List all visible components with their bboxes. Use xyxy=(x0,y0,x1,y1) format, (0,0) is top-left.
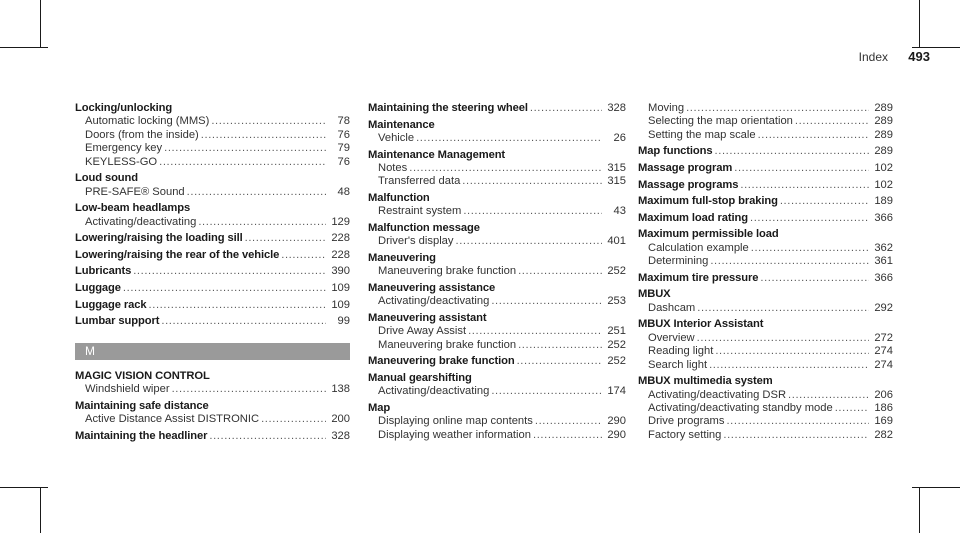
entry-heading-text: MAGIC VISION CONTROL xyxy=(75,369,210,382)
page-ref: 366 xyxy=(874,211,893,224)
page-ref: 252 xyxy=(607,265,626,278)
sub-entry-text: Automatic locking (MMS) xyxy=(85,115,210,128)
index-entry xyxy=(368,222,626,249)
page-ref: 272 xyxy=(874,331,893,344)
page-ref: 252 xyxy=(607,355,626,368)
entry-heading-text: Luggage xyxy=(75,282,121,294)
entry-heading[interactable] xyxy=(75,172,350,185)
sub-entry-text: Doors (from the inside) xyxy=(85,128,199,141)
entry-heading-text: Lumbar support xyxy=(75,315,160,328)
page-ref: 76 xyxy=(337,155,350,168)
entry-heading[interactable] xyxy=(638,318,893,331)
sub-entry-text: Activating/deactivating xyxy=(378,385,490,398)
page-ref: 290 xyxy=(607,428,626,441)
page-ref: 102 xyxy=(874,178,893,191)
page-ref: 48 xyxy=(337,185,350,198)
entry-heading[interactable] xyxy=(368,102,626,115)
dot-leader xyxy=(715,145,869,158)
sub-entry-text: Overview xyxy=(648,331,695,344)
dot-leader xyxy=(530,102,602,115)
sub-entry[interactable] xyxy=(638,359,893,372)
entry-heading-text: Locking/unlocking xyxy=(75,102,173,114)
dot-leader xyxy=(740,179,869,192)
index-entry xyxy=(368,252,626,279)
index-column-1 xyxy=(75,102,350,443)
page-ref: 102 xyxy=(874,162,893,174)
crop-mark xyxy=(919,487,920,533)
entry-heading[interactable] xyxy=(368,372,626,385)
page-ref: 228 xyxy=(331,232,350,245)
entry-heading-text: MBUX xyxy=(638,288,671,301)
crop-mark xyxy=(912,487,960,488)
sub-entry-text: Dashcam xyxy=(648,301,696,314)
entry-heading-text: Maneuvering assistant xyxy=(368,312,487,324)
page-ref: 138 xyxy=(331,383,350,395)
entry-heading[interactable] xyxy=(368,312,626,325)
sub-entry[interactable] xyxy=(638,115,893,128)
sub-entry-text: Selecting the map orientation xyxy=(648,115,793,128)
sub-entry[interactable] xyxy=(368,339,626,352)
entry-heading-text: Low-beam headlamps xyxy=(75,202,191,215)
index-entry xyxy=(368,192,626,219)
index-entry xyxy=(638,145,893,158)
page-ref: 79 xyxy=(337,142,350,155)
page-ref: 251 xyxy=(607,325,626,338)
index-entry xyxy=(75,249,350,262)
entry-heading-text: Lowering/raising the rear of the vehicle xyxy=(75,248,280,261)
crop-mark xyxy=(919,0,920,48)
entry-heading-text: Maintenance Management xyxy=(368,148,506,161)
entry-heading[interactable] xyxy=(368,119,626,132)
sub-entry-text: Notes xyxy=(378,162,408,174)
crop-mark xyxy=(0,487,48,488)
dot-leader xyxy=(751,242,869,255)
page-ref: 129 xyxy=(331,215,350,228)
page-ref: 289 xyxy=(874,102,893,114)
index-entry xyxy=(368,372,626,399)
entry-heading-text: Maximum full-stop braking xyxy=(638,195,778,208)
dot-leader xyxy=(686,102,869,115)
sub-entry-text: Maneuvering brake function xyxy=(378,338,517,351)
page-ref: 174 xyxy=(607,385,626,398)
page-ref: 43 xyxy=(613,205,626,218)
sub-entry[interactable] xyxy=(638,242,893,255)
sub-entry-text: PRE-SAFE® Sound xyxy=(85,185,185,198)
entry-heading[interactable] xyxy=(368,402,626,415)
index-entry xyxy=(638,272,893,285)
crop-mark xyxy=(40,487,41,533)
crop-mark xyxy=(912,47,960,48)
sub-entry-text: Transferred data xyxy=(378,175,461,188)
dot-leader xyxy=(780,195,869,208)
sub-entry[interactable] xyxy=(368,429,626,442)
dot-leader xyxy=(161,315,326,328)
dot-leader xyxy=(518,339,602,352)
index-entry xyxy=(368,149,626,189)
entry-heading-text: MBUX Interior Assistant xyxy=(638,318,764,331)
sub-entry[interactable] xyxy=(368,415,626,428)
sub-entry[interactable] xyxy=(75,142,350,155)
sub-entry-text: Setting the map scale xyxy=(648,128,756,141)
index-entries xyxy=(368,102,626,442)
dot-leader xyxy=(133,265,326,278)
page-ref: 274 xyxy=(874,358,893,371)
sub-entry[interactable] xyxy=(75,216,350,229)
entry-heading-text: Malfunction message xyxy=(368,222,480,234)
entry-heading-text: Maneuvering assistance xyxy=(368,282,496,294)
section-letter-bar xyxy=(75,343,350,360)
sub-entry-text: Driver's display xyxy=(378,235,454,248)
page-ref: 401 xyxy=(607,235,626,248)
entry-heading[interactable] xyxy=(638,145,893,158)
dot-leader xyxy=(281,249,326,262)
dot-leader xyxy=(159,156,326,169)
entry-heading[interactable] xyxy=(368,355,626,368)
dot-leader xyxy=(734,162,869,175)
page-ref: 289 xyxy=(874,145,893,158)
index-entry xyxy=(75,370,350,397)
sub-entry-text: Activating/deactivating xyxy=(378,295,490,308)
sub-entry[interactable] xyxy=(638,429,893,442)
dot-leader xyxy=(535,415,602,428)
sub-entry[interactable] xyxy=(75,383,350,396)
sub-entry[interactable] xyxy=(638,402,893,415)
index-entry xyxy=(638,375,893,442)
dot-leader xyxy=(211,115,326,128)
entry-heading-text: Manual gearshifting xyxy=(368,372,472,384)
sub-entry-text: KEYLESS-GO xyxy=(85,155,158,168)
sub-entry-text: Drive Away Assist xyxy=(378,325,467,338)
index-entry xyxy=(75,102,350,169)
entry-heading-text: Maximum tire pressure xyxy=(638,271,759,284)
sub-entry[interactable] xyxy=(75,156,350,169)
index-entry xyxy=(368,119,626,146)
entry-heading[interactable] xyxy=(368,192,626,205)
entry-heading-text: Map xyxy=(368,402,391,414)
entry-heading-text: Maintaining the headliner xyxy=(75,429,208,442)
sub-entry[interactable] xyxy=(75,129,350,142)
dot-leader xyxy=(726,415,869,428)
page-ref: 206 xyxy=(874,388,893,401)
page-header xyxy=(830,49,930,69)
index-entry xyxy=(638,288,893,315)
page-ref: 252 xyxy=(607,338,626,351)
index-entry xyxy=(368,355,626,368)
sub-entry[interactable] xyxy=(638,332,893,345)
index-entries xyxy=(638,102,893,442)
dot-leader xyxy=(788,389,869,402)
crop-mark xyxy=(0,47,48,48)
entry-heading[interactable] xyxy=(75,370,350,383)
sub-entry[interactable] xyxy=(368,205,626,218)
page-ref: 282 xyxy=(874,428,893,441)
index-entry xyxy=(75,265,350,278)
dot-leader xyxy=(409,162,602,175)
sub-entry-text: Maneuvering brake function xyxy=(378,265,517,278)
dot-leader xyxy=(715,345,869,358)
sub-entry-text: Search light xyxy=(648,358,708,371)
sub-entry[interactable] xyxy=(638,389,893,402)
index-entry xyxy=(638,179,893,192)
entry-heading[interactable] xyxy=(368,222,626,235)
entry-heading[interactable] xyxy=(75,102,350,115)
entry-heading[interactable] xyxy=(75,282,350,295)
sub-entry-text: Activating/deactivating xyxy=(85,215,197,228)
entry-heading[interactable] xyxy=(75,299,350,312)
dot-leader xyxy=(198,216,326,229)
sub-entry-text: Moving xyxy=(648,102,685,114)
entry-heading[interactable] xyxy=(75,315,350,328)
entry-heading[interactable] xyxy=(638,179,893,192)
entry-heading-text: Maintenance xyxy=(368,118,435,131)
index-entry xyxy=(75,202,350,229)
entry-heading[interactable] xyxy=(75,202,350,215)
sub-entry[interactable] xyxy=(638,102,893,115)
entry-heading[interactable] xyxy=(75,232,350,245)
page-ref: 78 xyxy=(337,115,350,128)
entry-heading-text: Maintaining safe distance xyxy=(75,399,209,412)
page-ref: 390 xyxy=(331,265,350,278)
page-ref: 274 xyxy=(874,345,893,358)
dot-leader xyxy=(723,429,869,442)
dot-leader xyxy=(491,295,602,308)
entry-heading-text: Luggage rack xyxy=(75,298,147,311)
dot-leader xyxy=(209,430,326,443)
index-entry xyxy=(368,102,626,115)
sub-entry[interactable] xyxy=(75,186,350,199)
sub-entry[interactable] xyxy=(368,265,626,278)
dot-leader xyxy=(795,115,869,128)
dot-leader xyxy=(123,282,326,295)
dot-leader xyxy=(245,232,326,245)
dot-leader xyxy=(518,265,602,278)
entry-heading[interactable] xyxy=(368,252,626,265)
dot-leader xyxy=(750,212,869,225)
sub-entry[interactable] xyxy=(368,295,626,308)
index-entry xyxy=(368,312,626,352)
index-entries-l xyxy=(75,102,350,329)
page-ref: 200 xyxy=(331,413,350,425)
page-ref: 109 xyxy=(331,282,350,294)
index-entry xyxy=(638,162,893,175)
index-entry xyxy=(368,282,626,309)
page-ref: 366 xyxy=(874,271,893,284)
entry-heading-text: Massage program xyxy=(638,162,733,174)
sub-entry[interactable] xyxy=(638,345,893,358)
sub-entry-text: Activating/deactivating standby mode xyxy=(648,402,833,414)
entry-heading[interactable] xyxy=(638,212,893,225)
page-ref: 292 xyxy=(874,301,893,314)
page-ref: 315 xyxy=(607,175,626,188)
dot-leader xyxy=(709,359,869,372)
sub-entry[interactable] xyxy=(368,235,626,248)
entry-heading-text: Maneuvering brake function xyxy=(368,355,515,368)
entry-heading[interactable] xyxy=(638,272,893,285)
index-entry xyxy=(638,318,893,372)
entry-heading[interactable] xyxy=(75,249,350,262)
page-ref: 289 xyxy=(874,115,893,128)
sub-entry[interactable] xyxy=(368,132,626,145)
index-entry xyxy=(75,299,350,312)
sub-entry-text: Calculation example xyxy=(648,241,749,254)
dot-leader xyxy=(172,383,326,396)
index-entry xyxy=(638,212,893,225)
dot-leader xyxy=(149,299,326,312)
sub-entry-text: Factory setting xyxy=(648,428,722,441)
sub-entry-text: Vehicle xyxy=(378,132,415,144)
entry-heading[interactable] xyxy=(75,430,350,443)
dot-leader xyxy=(697,332,869,345)
entry-heading-text: Maximum load rating xyxy=(638,211,748,224)
index-entry xyxy=(638,228,893,268)
dot-leader xyxy=(835,402,869,415)
entry-heading-text: Maximum permissible load xyxy=(638,228,779,241)
entry-heading-text: Malfunction xyxy=(368,192,430,204)
sub-entry-text: Displaying weather information xyxy=(378,428,531,441)
sub-entry-text: Drive programs xyxy=(648,415,725,428)
sub-entry[interactable] xyxy=(368,175,626,188)
entry-heading-text: Lubricants xyxy=(75,265,132,278)
page-ref: 228 xyxy=(331,248,350,261)
section-letter: M xyxy=(85,343,95,358)
sub-entry-text: Displaying online map contents xyxy=(378,415,533,428)
dot-leader xyxy=(758,129,869,142)
index-entry xyxy=(75,315,350,328)
entry-heading[interactable] xyxy=(638,228,893,241)
entry-heading[interactable] xyxy=(638,195,893,208)
sub-entry[interactable] xyxy=(368,385,626,398)
dot-leader xyxy=(533,429,602,442)
page-ref: 289 xyxy=(874,128,893,141)
sub-entry[interactable] xyxy=(638,302,893,315)
entry-heading-text: Map functions xyxy=(638,145,713,158)
sub-entry-text: Restraint system xyxy=(378,205,462,218)
page-number: 493 xyxy=(908,49,930,64)
dot-leader xyxy=(697,302,869,315)
entry-heading-text: Loud sound xyxy=(75,172,139,185)
index-entry xyxy=(368,402,626,442)
dot-leader xyxy=(201,129,326,142)
page-ref: 169 xyxy=(874,415,893,428)
page-ref: 189 xyxy=(874,195,893,208)
page-ref: 315 xyxy=(607,162,626,174)
dot-leader xyxy=(187,186,326,199)
index-entry xyxy=(75,430,350,443)
entry-heading[interactable] xyxy=(638,375,893,388)
dot-leader xyxy=(517,355,602,368)
dot-leader xyxy=(463,205,602,218)
dot-leader xyxy=(261,413,326,426)
dot-leader xyxy=(491,385,602,398)
page-ref: 26 xyxy=(613,132,626,144)
sub-entry-text: Activating/deactivating DSR xyxy=(648,388,787,401)
dot-leader xyxy=(468,325,602,338)
entry-heading[interactable] xyxy=(75,265,350,278)
sub-entry[interactable] xyxy=(638,129,893,142)
sub-entry[interactable] xyxy=(638,415,893,428)
entry-heading[interactable] xyxy=(638,288,893,301)
page-ref: 253 xyxy=(607,295,626,308)
index-column-2 xyxy=(368,102,626,442)
entry-heading[interactable] xyxy=(368,149,626,162)
index-entry xyxy=(638,195,893,208)
dot-leader xyxy=(462,175,602,188)
page-ref: 361 xyxy=(874,255,893,268)
sub-entry[interactable] xyxy=(368,162,626,175)
sub-entry[interactable] xyxy=(75,115,350,128)
entry-heading-text: Massage programs xyxy=(638,178,739,191)
entry-heading-text: Maneuvering xyxy=(368,252,436,264)
crop-mark xyxy=(40,0,41,48)
index-entry xyxy=(75,282,350,295)
sub-entry-text: Active Distance Assist DISTRONIC xyxy=(85,413,260,425)
dot-leader xyxy=(456,235,603,248)
dot-leader xyxy=(710,255,869,268)
page-ref: 186 xyxy=(874,402,893,414)
page-ref: 362 xyxy=(874,241,893,254)
sub-entry-text: Determining xyxy=(648,255,709,268)
index-entry xyxy=(75,172,350,199)
header-label: Index xyxy=(858,50,888,64)
page-ref: 99 xyxy=(337,315,350,328)
index-entry xyxy=(75,232,350,245)
sub-entry[interactable] xyxy=(638,255,893,268)
index-entry xyxy=(638,102,893,142)
sub-entry-text: Reading light xyxy=(648,345,714,358)
page-ref: 290 xyxy=(607,415,626,428)
index-column-3 xyxy=(638,102,893,442)
dot-leader xyxy=(164,142,326,155)
sub-entry-text: Windshield wiper xyxy=(85,383,170,395)
page-ref: 328 xyxy=(607,102,626,114)
entry-heading[interactable] xyxy=(75,400,350,413)
sub-entry[interactable] xyxy=(368,325,626,338)
dot-leader xyxy=(760,272,869,285)
page-ref: 328 xyxy=(331,429,350,442)
page-ref: 109 xyxy=(331,298,350,311)
entry-heading-text: Maintaining the steering wheel xyxy=(368,102,528,114)
index-entries-m xyxy=(75,370,350,443)
index-entry xyxy=(75,400,350,427)
entry-heading-text: Lowering/raising the loading sill xyxy=(75,232,243,245)
entry-heading-text: MBUX multimedia system xyxy=(638,375,773,388)
dot-leader xyxy=(416,132,602,145)
page-ref: 76 xyxy=(337,128,350,141)
sub-entry-text: Emergency key xyxy=(85,142,163,155)
entry-heading[interactable] xyxy=(368,282,626,295)
sub-entry[interactable] xyxy=(75,413,350,426)
entry-heading[interactable] xyxy=(638,162,893,175)
